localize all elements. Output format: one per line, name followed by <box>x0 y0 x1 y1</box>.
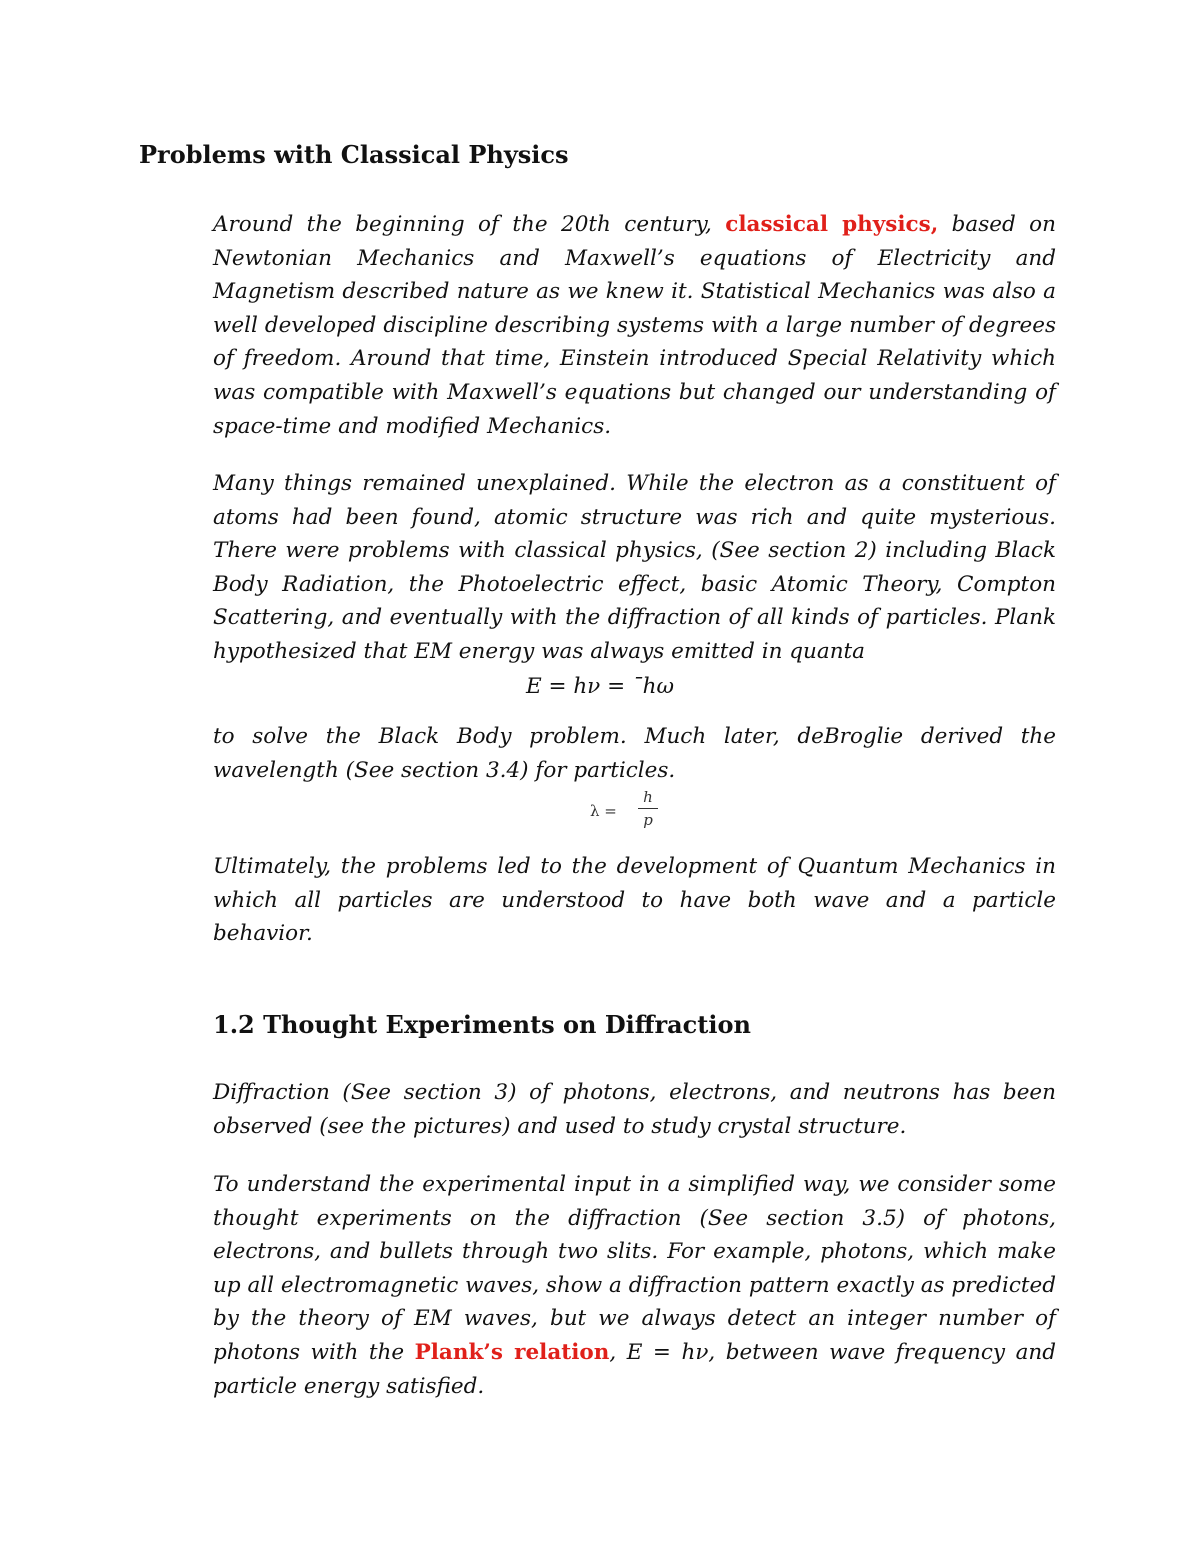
paragraph-classical-physics <box>213 208 1056 443</box>
fraction-denominator: p <box>643 811 653 829</box>
highlight-planks-relation: Plank’s relation <box>414 1339 610 1365</box>
fraction <box>638 788 658 829</box>
page-title: Problems with Classical Physics <box>139 140 569 169</box>
paragraph-debroglie <box>213 720 1056 787</box>
paragraph-unexplained <box>213 467 1056 669</box>
paragraph-quantum-mechanics <box>213 850 1056 951</box>
equation-plank-energy: E = hν = ¯hω <box>525 674 675 699</box>
fraction-numerator: h <box>643 788 653 806</box>
paragraph-text: based on Newtonian Mechanics and Maxwell’s equations of Electricity and Magnetism described nature as we knew it. Statistical Mechanics was also a well developed discipline describing systems with a large number of degrees of freedom. Around that time, Einstein introduced Special Relativity which was compatible with Maxwell’s equations but changed our understanding of space-time and modified Mechanics. <box>213 212 1056 439</box>
paragraph-text: Many things remained unexplained. While the electron as a constituent of atoms had been found, atomic structure was rich and quite mysterious. There were problems with classical physics, (See section 2) including Black Body Radiation, the Photoelectric effect, basic Atomic Theory, Compton Scattering, and eventually with the diffraction of all kinds of particles. Plank hypothesized that EM energy was always emitted in quanta <box>213 471 1056 664</box>
paragraph-text: Ultimately, the problems led to the development of Quantum Mechanics in which all particles are understood to have both wave and a particle behavior. <box>213 854 1056 947</box>
paragraph-text: Diffraction (See section 3) of photons, electrons, and neutrons has been observed (see the pictures) and used to study crystal structure. <box>213 1080 1056 1139</box>
paragraph-thought-experiments <box>213 1168 1056 1403</box>
paragraph-diffraction <box>213 1076 1056 1143</box>
equation-debroglie-wavelength <box>590 788 670 838</box>
paragraph-text: , E = hν, between wave frequency and particle energy satisfied. <box>213 1339 1056 1399</box>
equation-lhs: λ = <box>590 802 617 820</box>
paragraph-text: Around the beginning of the 20th century, <box>213 212 712 237</box>
fraction-bar <box>638 808 658 809</box>
section-title: 1.2 Thought Experiments on Diffraction <box>213 1010 751 1039</box>
highlight-classical-physics: classical physics, <box>725 212 939 237</box>
paragraph-text: to solve the Black Body problem. Much later, deBroglie derived the wavelength (See section 3.4) for particles. <box>213 724 1056 783</box>
paragraph-text: To understand the experimental input in a simplified way, we consider some thought experiments on the diffraction (See section 3.5) of photons, electrons, and bullets through two slits. For example, photons, which make up all electromagnetic waves, show a diffraction pattern exactly as predicted by the theory of EM waves, but we always detect an integer number of photons with the <box>213 1172 1056 1365</box>
